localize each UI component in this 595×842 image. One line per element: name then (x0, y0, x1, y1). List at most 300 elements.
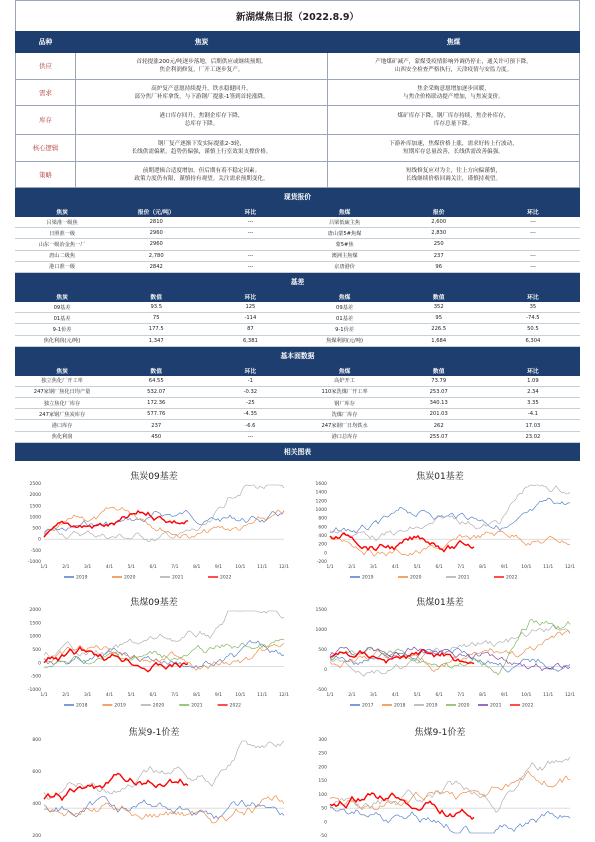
chart-panel (304, 467, 576, 585)
summary-header-row (16, 32, 580, 53)
summary-coal-cell (328, 135, 580, 162)
chart-svg (304, 593, 576, 713)
chart-series-line (44, 795, 284, 822)
basis-header-cell: 焦煤 (338, 294, 351, 301)
fund-cell: 172.36 (109, 398, 203, 409)
fund-cell: 255.07 (392, 431, 486, 442)
chart-legend-label: 2020 (152, 703, 165, 709)
charts-area (15, 461, 580, 841)
chart-ytick-label: 100 (318, 792, 327, 798)
summary-row (16, 106, 580, 135)
spot-cell: 2,830 (392, 228, 486, 239)
spot-cell: 澳洲主焦煤 (297, 250, 391, 261)
chart-series-line (44, 647, 188, 671)
summary-coal-cell (328, 106, 580, 135)
chart-xtick-label: 8/1 (193, 564, 201, 570)
fund-row (15, 431, 580, 442)
chart-legend-label: 2021 (172, 575, 184, 581)
spot-cell: 2842 (109, 261, 203, 272)
basis-cell: 177.5 (109, 324, 203, 335)
chart-legend-label: 2019 (114, 703, 126, 709)
chart-xtick-label: 3/1 (370, 564, 378, 570)
chart-svg (18, 723, 290, 841)
chart-ytick-label: 2000 (29, 492, 41, 498)
chart-ytick-label: 0 (324, 667, 327, 673)
summary-line: 长线供需偏紧，趋势仍偏强，谨慎上行室效果支撑价格。 (131, 149, 272, 155)
chart-series-line (330, 757, 570, 812)
chart-panel (304, 593, 576, 713)
chart-ytick-label: 1200 (315, 499, 327, 505)
chart-xtick-label: 4/1 (105, 564, 114, 570)
chart-ytick-label: 1500 (315, 607, 327, 613)
fund-cell: 340.13 (392, 398, 486, 409)
fund-cell: 焦化利润 (15, 431, 109, 442)
basis-cell: 6,304 (486, 335, 580, 346)
chart-xtick-label: 3/1 (84, 564, 92, 570)
chart-series-line (44, 741, 284, 799)
chart-xtick-label: 10/1 (521, 564, 532, 570)
chart-ytick-label: 500 (32, 647, 41, 653)
spot-cell: --- (486, 261, 580, 272)
chart-legend-label: 2022 (506, 575, 518, 581)
spot-row (15, 239, 580, 250)
chart-ytick-label: 300 (318, 737, 327, 743)
spot-header-cell: 报价 (432, 210, 445, 216)
chart-legend-label: 2020 (124, 575, 136, 581)
fund-cell: 201.03 (392, 409, 486, 420)
spot-cell: 唐山二级焦 (15, 250, 109, 261)
fund-cell: 577.76 (109, 409, 203, 420)
summary-row (16, 135, 580, 162)
chart-xtick-label: 7/1 (457, 692, 465, 698)
chart-series-line (330, 485, 570, 541)
chart-title: 焦炭09基差 (130, 471, 178, 482)
fund-row (15, 398, 580, 409)
basis-cell: 09基差 (15, 302, 109, 313)
basis-header-row (15, 291, 580, 302)
spot-table (15, 206, 580, 273)
fund-cell: -4.35 (203, 409, 297, 420)
basis-cell: 9-1价差 (15, 324, 109, 335)
chart-xtick-label: 12/1 (564, 692, 576, 698)
chart-series-line (330, 498, 570, 533)
fund-cell: 洗煤厂库存 (297, 409, 391, 420)
basis-cell: 01基差 (297, 313, 391, 324)
chart-xtick-label: 5/1 (413, 564, 421, 570)
fund-cell: -1 (203, 376, 297, 387)
chart-xtick-label: 2/1 (62, 692, 70, 698)
summary-line: 短期库存总量改善，长线供需改善偏强。 (403, 149, 504, 155)
spot-row (15, 228, 580, 239)
chart-panel (304, 723, 576, 841)
basis-cell: 1,347 (109, 335, 203, 346)
chart-ytick-label: 1600 (315, 481, 327, 487)
summary-line: 山西安全检查严格执行，天津疫情与安监力度。 (394, 67, 513, 73)
spot-cell: 2810 (109, 217, 203, 228)
chart-legend-label: 2022 (229, 703, 242, 709)
basis-header-cell: 环比 (244, 294, 257, 301)
chart-panel (18, 723, 290, 841)
chart-legend-label: 2019 (362, 575, 374, 581)
chart-ytick-label: 1000 (315, 627, 327, 633)
chart-xtick-label: 4/1 (105, 692, 114, 698)
summary-line: 钢厂复产逐渐下发实际提涨2-3轮， (157, 141, 246, 147)
fund-cell: 262 (392, 420, 486, 431)
chart-xtick-label: 6/1 (435, 692, 443, 698)
fund-cell: 独立焦化厂库存 (15, 398, 109, 409)
summary-coke-cell (76, 135, 328, 162)
basis-header-cell: 焦炭 (56, 294, 68, 301)
basis-row (15, 324, 580, 335)
chart-ytick-label: 600 (32, 769, 41, 775)
basis-cell: 125 (203, 302, 297, 313)
charts-section-title: 相关图表 (15, 443, 580, 461)
basis-row (15, 335, 580, 346)
summary-line: 下游补库加速，焦煤价格上涨，需求好转上行波动， (389, 141, 518, 147)
chart-xtick-label: 11/1 (543, 692, 554, 698)
chart-xtick-label: 7/1 (171, 564, 179, 570)
summary-coal-cell (328, 80, 580, 106)
fund-cell: -6.6 (203, 420, 297, 431)
fund-cell: 253.07 (392, 386, 486, 397)
chart-legend-label: 2019 (76, 575, 88, 581)
chart-title: 焦炭9-1价差 (128, 727, 180, 738)
spot-cell: --- (203, 217, 297, 228)
spot-cell: 蒙5#焦 (297, 239, 391, 250)
spot-cell: 2,780 (109, 250, 203, 261)
chart-ytick-label: -500 (316, 687, 327, 693)
summary-coal-cell (328, 162, 580, 188)
chart-series-line (44, 640, 284, 668)
chart-xtick-label: 1/1 (326, 564, 334, 570)
basis-cell: 95 (392, 313, 486, 324)
chart-series-line (44, 507, 284, 538)
chart-xtick-label: 8/1 (479, 564, 487, 570)
chart-panel (18, 467, 290, 585)
summary-line: 港口库存回升，焦钢企库存下降， (159, 113, 244, 119)
spot-cell (203, 239, 297, 250)
chart-legend-label: 2020 (410, 575, 422, 581)
basis-cell: 1,684 (392, 335, 486, 346)
chart-svg (18, 593, 290, 713)
chart-xtick-label: 12/1 (278, 564, 290, 570)
spot-cell: 96 (392, 261, 486, 272)
basis-table (15, 291, 580, 347)
summary-coke-cell (76, 162, 328, 188)
chart-xtick-label: 11/1 (257, 564, 268, 570)
chart-series-line (44, 510, 284, 533)
summary-line: 短线修复应对为主，往上方向偏谨慎， (405, 167, 502, 174)
spot-row (15, 250, 580, 261)
chart-ytick-label: 600 (318, 525, 327, 531)
basis-header-cell: 数值 (150, 294, 163, 301)
chart-xtick-label: 4/1 (391, 564, 400, 570)
chart-ytick-label: 400 (318, 533, 327, 539)
chart-svg (18, 467, 290, 585)
fund-cell: 高炉开工 (297, 376, 391, 387)
spot-cell: 250 (392, 239, 486, 250)
basis-cell: -74.5 (486, 313, 580, 324)
spot-cell: 2960 (109, 239, 203, 250)
basis-cell: 75 (109, 313, 203, 324)
chart-series-line (330, 533, 474, 552)
summary-line: 库存总量下降。 (433, 121, 474, 127)
chart-ytick-label: 1500 (29, 504, 41, 510)
basis-header-cell: 数值 (432, 294, 445, 301)
spot-cell: 吕梁低硫主焦 (297, 217, 391, 228)
basis-cell: 226.5 (392, 324, 486, 335)
summary-line: 长线继续价格回调关注，谨慎持观望。 (405, 175, 502, 182)
spot-cell: --- (486, 217, 580, 228)
spot-cell: 港口准一级 (15, 261, 109, 272)
chart-xtick-label: 1/1 (40, 564, 48, 570)
chart-ytick-label: 0 (38, 661, 41, 667)
chart-series-line (44, 485, 284, 542)
fund-row (15, 420, 580, 431)
spot-cell: --- (203, 261, 297, 272)
chart-xtick-label: 2/1 (348, 564, 356, 570)
fund-cell: -0.32 (203, 386, 297, 397)
fund-header-cell: 数值 (432, 368, 445, 375)
chart-xtick-label: 11/1 (543, 564, 554, 570)
chart-ytick-label: 150 (318, 778, 327, 784)
fund-row (15, 409, 580, 420)
chart-legend-label: 2017 (362, 703, 374, 709)
chart-legend-label: 2022 (522, 703, 534, 709)
chart-series-line (330, 648, 570, 672)
fund-cell: 港口库存 (15, 420, 109, 431)
summary-header-cell: 品种 (16, 32, 76, 53)
fund-cell: 钢厂库存 (297, 398, 391, 409)
chart-series-line (330, 771, 570, 810)
chart-xtick-label: 3/1 (84, 692, 92, 698)
chart-title: 焦煤09基差 (130, 597, 178, 608)
summary-line: 政策力度仍有限，谨慎持有观望。关注需求预期变化。 (134, 175, 269, 182)
chart-svg (304, 467, 576, 585)
fund-cell: 247家钢厂焦化日均产量 (15, 386, 109, 397)
chart-legend-label: 2018 (76, 703, 88, 709)
chart-ytick-label: 200 (32, 833, 41, 839)
summary-row-label: 库存 (16, 106, 76, 135)
summary-line: 前期逻辑合适度增加，但后期有着不稳定因素。 (142, 167, 261, 174)
chart-ytick-label: 1500 (29, 621, 41, 627)
chart-xtick-label: 12/1 (564, 564, 576, 570)
chart-legend-label: 2021 (490, 703, 502, 709)
chart-svg (304, 723, 576, 841)
summary-header-cell: 焦炭 (76, 32, 328, 53)
summary-coal-cell (328, 53, 580, 80)
spot-header-cell: 焦煤 (338, 210, 351, 216)
chart-xtick-label: 12/1 (278, 692, 290, 698)
fund-cell: 237 (109, 420, 203, 431)
summary-row (16, 80, 580, 106)
chart-ytick-label: -50 (319, 833, 327, 839)
chart-xtick-label: 9/1 (500, 564, 509, 570)
fund-header-cell: 环比 (527, 368, 539, 375)
fund-header-cell: 焦炭 (56, 368, 68, 375)
summary-row-label: 策略 (16, 162, 76, 188)
spot-cell: 吕梁准一级焦 (15, 217, 109, 228)
basis-cell: 6,381 (203, 335, 297, 346)
chart-ytick-label: 0 (324, 820, 327, 826)
spot-cell: 唐山蒙5#焦煤 (297, 228, 391, 239)
chart-ytick-label: 50 (321, 806, 327, 812)
chart-ytick-label: 800 (32, 737, 41, 743)
chart-series-line (44, 611, 284, 658)
fund-cell: 独立焦化厂开工率 (15, 376, 109, 387)
chart-xtick-label: 5/1 (413, 692, 421, 698)
summary-line: 与焦企价格联动提产增加，与焦炭变价。 (403, 93, 504, 100)
chart-xtick-label: 10/1 (521, 692, 532, 698)
chart-legend-label: 2021 (458, 575, 470, 581)
summary-line: 首轮提涨200元/吨逐步落地，后期供应或继续预期。 (136, 59, 267, 65)
chart-legend-label: 2022 (220, 575, 232, 581)
chart-title: 焦煤01基差 (416, 597, 464, 608)
fund-header-row (15, 365, 580, 376)
spot-section-title: 现货报价 (15, 188, 580, 206)
chart-xtick-label: 5/1 (127, 692, 135, 698)
basis-cell: 87 (203, 324, 297, 335)
spot-cell: 京唐港价 (297, 261, 391, 272)
chart-ytick-label: 1000 (315, 507, 327, 513)
summary-coke-cell (76, 106, 328, 135)
chart-title: 焦煤9-1价差 (414, 727, 466, 738)
basis-cell: 01基差 (15, 313, 109, 324)
chart-ytick-label: -1000 (27, 687, 41, 693)
fund-row (15, 386, 580, 397)
fund-cell: -25 (203, 398, 297, 409)
fund-cell: 1.09 (486, 376, 580, 387)
basis-row (15, 313, 580, 324)
fund-cell: 港口总库存 (297, 431, 391, 442)
chart-xtick-label: 1/1 (40, 692, 48, 698)
spot-cell: --- (203, 250, 297, 261)
basis-row (15, 302, 580, 313)
spot-row (15, 217, 580, 228)
fund-cell: 247家钢厂焦炭库存 (15, 409, 109, 420)
summary-line: 产地煤矿减产，蒙煤受疫情影响外调仍停止，通关许可预下降。 (375, 59, 532, 65)
chart-ytick-label: -1000 (27, 559, 41, 565)
summary-row (16, 162, 580, 188)
chart-xtick-label: 7/1 (171, 692, 179, 698)
chart-ytick-label: 200 (318, 542, 327, 548)
basis-cell: 焦化利润(元/吨) (15, 335, 109, 346)
fund-header-cell: 焦煤 (338, 368, 351, 375)
chart-xtick-label: 9/1 (214, 564, 223, 570)
chart-xtick-label: 2/1 (62, 564, 70, 570)
chart-ytick-label: 1000 (29, 634, 41, 640)
chart-xtick-label: 6/1 (149, 692, 157, 698)
spot-cell (486, 239, 580, 250)
fund-cell: 3.35 (486, 398, 580, 409)
chart-ytick-label: 2500 (29, 481, 41, 487)
fund-header-cell: 数值 (150, 368, 163, 375)
chart-ytick-label: 500 (32, 526, 41, 532)
chart-ytick-label: -500 (30, 674, 41, 680)
fund-cell: 247家钢厂日均铁水 (297, 420, 391, 431)
basis-cell: 9-1价差 (297, 324, 391, 335)
basis-cell: 09基差 (297, 302, 391, 313)
chart-ytick-label: 0 (38, 537, 41, 543)
chart-xtick-label: 10/1 (235, 692, 246, 698)
summary-coke-cell (76, 80, 328, 106)
summary-line: 高炉复产意愿持续提升，铁水稳健回升。 (151, 85, 252, 92)
summary-header-cell: 焦煤 (328, 32, 580, 53)
basis-cell: 35 (486, 302, 580, 313)
fund-cell: --- (203, 431, 297, 442)
basis-section-title: 基差 (15, 273, 580, 291)
summary-line: 总库存下降。 (184, 121, 219, 127)
chart-ytick-label: 500 (318, 647, 327, 653)
chart-legend-label: 2021 (191, 703, 203, 709)
report-title: 新湖煤焦日报（2022.8.9） (15, 0, 580, 31)
fund-cell: 532.07 (109, 386, 203, 397)
spot-cell: 237 (392, 250, 486, 261)
fund-cell: 110家洗煤厂开工率 (297, 386, 391, 397)
basis-cell: -114 (203, 313, 297, 324)
chart-xtick-label: 4/1 (391, 692, 400, 698)
summary-table (15, 31, 580, 188)
chart-title: 焦炭01基差 (416, 471, 464, 482)
spot-cell: 山东一级冶金焦一厂 (15, 239, 109, 250)
chart-legend-label: 2019 (426, 703, 438, 709)
chart-series-line (44, 639, 284, 668)
summary-row-label: 供应 (16, 53, 76, 80)
summary-coke-cell (76, 53, 328, 80)
chart-ytick-label: 1400 (315, 490, 327, 496)
report-page (15, 0, 580, 842)
chart-ytick-label: 1000 (29, 515, 41, 521)
fund-cell: 64.55 (109, 376, 203, 387)
chart-xtick-label: 9/1 (500, 692, 509, 698)
summary-row-label: 需求 (16, 80, 76, 106)
chart-xtick-label: 6/1 (435, 564, 443, 570)
chart-xtick-label: 3/1 (370, 692, 378, 698)
chart-xtick-label: 6/1 (149, 564, 157, 570)
chart-legend-label: 2020 (458, 703, 470, 709)
spot-cell: 日照准一级 (15, 228, 109, 239)
summary-line: 煤矿库存下降，钢厂库存持续，焦企补库存， (397, 113, 510, 119)
fund-cell: 2.34 (486, 386, 580, 397)
summary-row-label: 核心逻辑 (16, 135, 76, 162)
chart-series-line (44, 773, 188, 800)
summary-line: 焦企采购意愿增加逐步回暖， (417, 85, 490, 92)
spot-header-row (15, 206, 580, 217)
chart-panel (18, 593, 290, 713)
chart-xtick-label: 10/1 (235, 564, 246, 570)
chart-ytick-label: 400 (32, 801, 41, 807)
fundamentals-table (15, 365, 580, 443)
chart-xtick-label: 8/1 (193, 692, 201, 698)
basis-cell: 50.5 (486, 324, 580, 335)
chart-xtick-label: 2/1 (348, 692, 356, 698)
chart-ytick-label: 250 (318, 751, 327, 757)
chart-xtick-label: 9/1 (214, 692, 223, 698)
spot-cell: --- (486, 250, 580, 261)
chart-xtick-label: 1/1 (326, 692, 334, 698)
spot-header-cell: 环比 (527, 210, 539, 216)
spot-row (15, 261, 580, 272)
spot-header-cell: 报价（元/吨） (137, 210, 175, 216)
chart-xtick-label: 11/1 (257, 692, 268, 698)
chart-ytick-label: 2000 (29, 607, 41, 613)
spot-header-cell: 焦炭 (56, 210, 68, 216)
summary-line: 部分焦厂补库拿货，与下游钢厂提涨-1签到首轮涨降。 (134, 93, 269, 100)
basis-header-cell: 环比 (527, 294, 539, 301)
fund-cell: -4.1 (486, 409, 580, 420)
spot-cell: 2,600 (392, 217, 486, 228)
chart-xtick-label: 7/1 (457, 564, 465, 570)
